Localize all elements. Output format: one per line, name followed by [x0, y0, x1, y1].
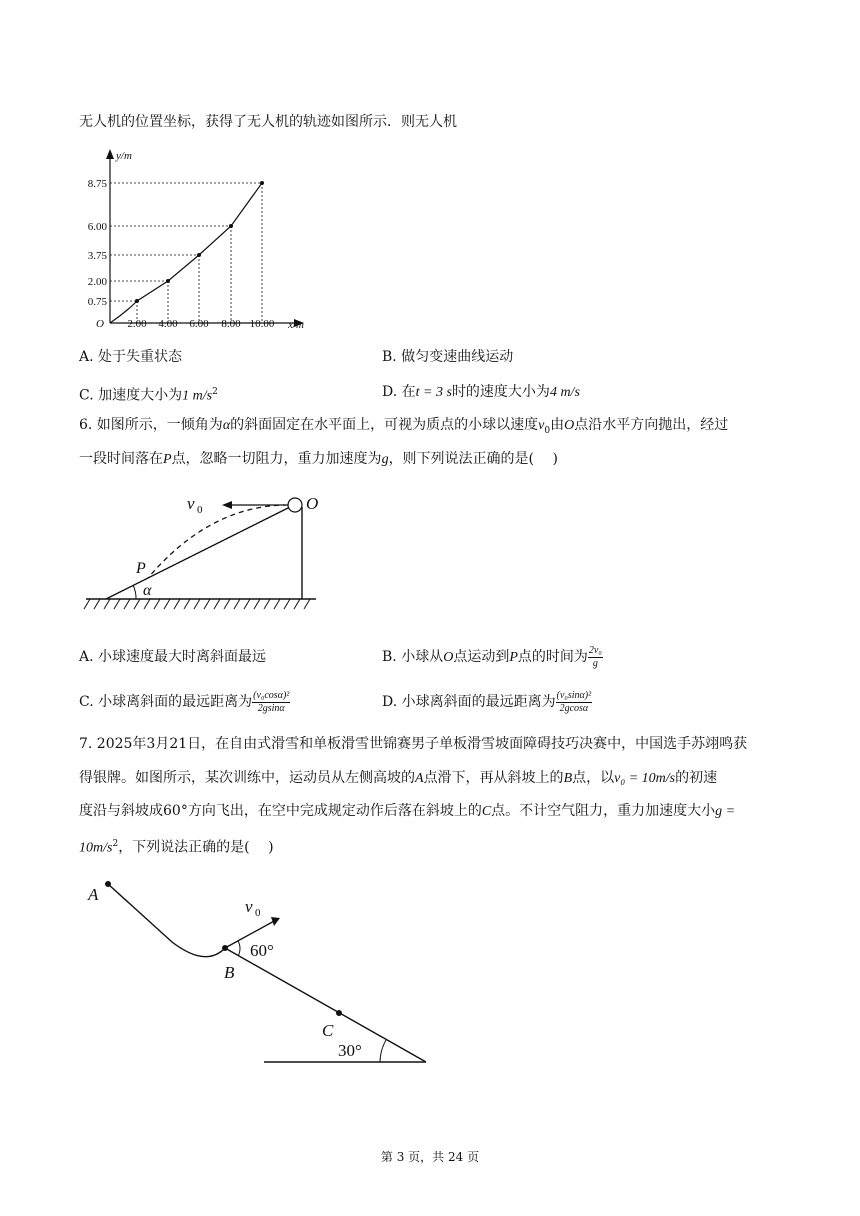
q6-g: g	[381, 452, 389, 467]
q6-text: 由	[550, 417, 565, 433]
q5-option-c-text: C. 加速度大小为	[79, 387, 183, 404]
q5-option-c	[79, 382, 218, 407]
fig7-a-label: A	[88, 885, 99, 904]
fig7-b-label: B	[224, 963, 235, 982]
q5-option-d-time: t = 3 s	[415, 385, 452, 400]
ball	[288, 498, 302, 512]
q7-g-exp: 2	[112, 839, 119, 849]
trajectory-graph	[87, 145, 330, 335]
page-footer: 第 3 页，共 24 页	[380, 1150, 480, 1164]
q6-text: 的斜面固定在水平面上，可视为质点的小球以速度	[230, 417, 539, 433]
q6-b-fraction	[588, 645, 603, 670]
incline-projectile-figure	[80, 485, 340, 625]
x-axis-label: x/m	[288, 319, 304, 331]
x-tick: 8.00	[221, 318, 241, 330]
origin-label: O	[96, 318, 104, 330]
q6-point-p: P	[163, 452, 172, 467]
y-tick: 6.00	[87, 221, 107, 233]
q6-text: ，则下列说法正确的是( )	[388, 451, 558, 467]
q7-text: 得银牌。如图所示，某次训练中，运动员从左侧高坡的	[79, 770, 415, 786]
q6-text: 6. 如图所示，一倾角为	[79, 417, 223, 433]
slope-path	[108, 884, 426, 1062]
q5-option-c-value: 1 m/s	[182, 388, 213, 404]
q5-option-a: A. 处于失重状态	[79, 349, 183, 365]
y-tick: 3.75	[87, 250, 107, 262]
q6-stem-line1	[79, 415, 728, 441]
q6-c-den: 2gsinα	[257, 702, 285, 714]
trajectory-curve	[110, 183, 262, 323]
q5-option-d-mid: 时的速度大小为	[451, 384, 550, 400]
q6-text: 一段时间落在	[79, 451, 163, 467]
q6-v0-sub: 0	[544, 425, 551, 436]
q7-text: 点。不计空气阻力，重力加速度大小	[491, 803, 716, 819]
fig7-c-label: C	[322, 1021, 334, 1040]
q7-g-eq: g =	[715, 804, 736, 819]
q7-text: 点滑下，再从斜坡上的	[423, 770, 564, 786]
q7-stem-line3	[79, 801, 735, 822]
q6-b-den: g	[592, 657, 598, 669]
q7-v0-eq: v₀ = 10m/s	[614, 771, 676, 786]
q7-text: 点，以	[572, 770, 615, 786]
q6-b-text: B. 小球从	[382, 649, 444, 665]
q7-stem-line2	[79, 768, 717, 789]
y-axis-label: y/m	[116, 150, 132, 162]
ski-slope-figure	[80, 870, 450, 1090]
q7-g-value: 10m/s	[79, 840, 113, 856]
q7-point-a: A	[415, 771, 424, 786]
q6-text: 点，忽略一切阻力，重力加速度为	[171, 451, 382, 467]
q6-c-num: (v₀cosα)²	[253, 689, 290, 701]
q5-option-d-value: 4 m/s	[549, 385, 580, 400]
q7-point-c: C	[481, 804, 492, 819]
q6-point-o: O	[564, 418, 575, 433]
q6-b-text: 点运动到	[453, 649, 510, 665]
q6-d-num: (v₀sinα)²	[556, 689, 592, 701]
fig7-v0-sub: 0	[255, 907, 261, 919]
incline-line	[106, 505, 294, 599]
y-tick: 0.75	[87, 296, 107, 308]
q5-option-d-text: D. 在	[382, 384, 416, 400]
q6-option-a: A. 小球速度最大时离斜面最远	[79, 649, 267, 665]
y-tick: 8.75	[87, 178, 107, 190]
q7-text: 的初速	[675, 770, 718, 786]
intro-text: 无人机的位置坐标，获得了无人机的轨迹如图所示．则无人机	[79, 114, 457, 130]
q7-stem-line4	[79, 834, 274, 859]
fig6-alpha-label: α	[143, 582, 152, 599]
q6-option-c	[79, 688, 290, 716]
x-tick: 4.00	[158, 318, 178, 330]
q6-c-fraction	[252, 690, 290, 715]
q5-option-d	[382, 382, 580, 403]
fig7-angle60: 60°	[250, 941, 274, 960]
q6-b-text: 点的时间为	[517, 649, 588, 665]
q6-b-num: 2v₀	[588, 644, 602, 656]
fig7-v0-label: v	[245, 897, 253, 916]
q5-option-b: B. 做匀变速曲线运动	[382, 349, 514, 365]
fig6-v0-sub: 0	[197, 504, 203, 516]
q7-text: ，下列说法正确的是( )	[118, 839, 274, 856]
q6-d-fraction	[556, 690, 593, 715]
fig7-angle30: 30°	[338, 1041, 362, 1060]
q6-text: 点沿水平方向抛出，经过	[574, 417, 729, 433]
fig6-p-label: P	[136, 560, 146, 577]
q7-text: 度沿与斜坡成60°方向飞出，在空中完成规定动作后落在斜坡上的	[79, 803, 482, 819]
q5-option-c-exp: 2	[212, 387, 218, 397]
q6-alpha: α	[222, 418, 231, 433]
x-tick: 2.00	[127, 318, 147, 330]
q6-option-b	[382, 643, 603, 672]
y-tick: 2.00	[87, 276, 107, 288]
fig6-v0-label: v	[187, 494, 195, 513]
q6-v0: v	[538, 418, 545, 433]
q6-c-text: C. 小球离斜面的最远距离为	[79, 694, 253, 710]
fig6-o-label: O	[306, 494, 319, 513]
x-tick: 10.00	[249, 318, 275, 330]
x-tick: 6.00	[189, 318, 209, 330]
q6-d-text: D. 小球离斜面的最远距离为	[382, 694, 556, 710]
q7-point-b: B	[563, 771, 573, 786]
q7-stem-line1: 7. 2025年3月21日，在自由式滑雪和单板滑雪世锦赛男子单板滑雪坡面障碍技巧决赛中，中国选手苏翊鸣获	[79, 736, 748, 752]
q6-b-p: P	[509, 650, 518, 665]
q6-d-den: 2gcosα	[559, 702, 589, 714]
q6-option-d	[382, 688, 592, 716]
q6-b-o: O	[443, 650, 454, 665]
q6-stem-line2	[79, 449, 558, 470]
